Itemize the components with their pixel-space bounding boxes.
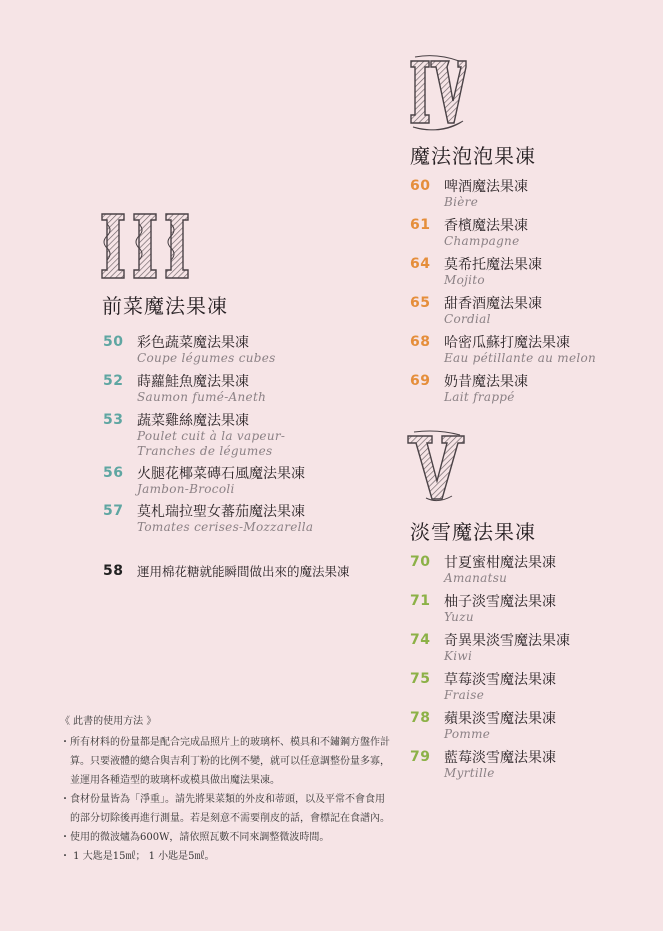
recipe-title: 藍莓淡雪魔法果凍 (444, 750, 556, 766)
page-number: 56 (103, 465, 124, 481)
recipe-subtitle: Lait frappé (444, 390, 515, 404)
recipe-title: 火腿花椰菜磚石風魔法果凍 (137, 466, 305, 482)
page-number: 69 (410, 373, 431, 389)
recipe-title: 草莓淡雪魔法果凍 (444, 672, 556, 688)
page-number: 64 (410, 256, 431, 272)
page-number: 68 (410, 334, 431, 350)
usage-note-item: ・使用的微波爐為600W，請依照瓦數不同來調整微波時間。 (60, 832, 330, 843)
recipe-subtitle: Yuzu (444, 610, 474, 624)
recipe-subtitle: Cordial (444, 312, 491, 326)
page-number: 75 (410, 671, 431, 687)
recipe-subtitle: Amanatsu (444, 571, 508, 585)
recipe-subtitle: Pomme (444, 727, 491, 741)
page-number: 58 (103, 563, 124, 579)
recipe-title: 甜香酒魔法果凍 (444, 296, 542, 312)
section-title-snow: 淡雪魔法果凍 (410, 520, 536, 544)
recipe-subtitle: Coupe légumes cubes (137, 351, 276, 365)
recipe-title: 運用棉花糖就能瞬間做出來的魔法果凍 (137, 564, 350, 579)
usage-note-item: ・ 1 大匙是15㎖； 1 小匙是5㎖。 (60, 851, 215, 862)
page-number: 50 (103, 334, 124, 350)
page-number: 70 (410, 554, 431, 570)
recipe-title: 柚子淡雪魔法果凍 (444, 594, 556, 610)
recipe-title: 彩色蔬菜魔法果凍 (137, 335, 249, 351)
usage-note-item: ・所有材料的份量都是配合完成品照片上的玻璃杯、模具和不鏽鋼方盤作計算。只要液體的總合與吉利丁粉的比例不變，就可以任意調整份量多寡，並運用各種造型的玻璃杯或模具做出魔法果凍。 (60, 737, 390, 786)
recipe-title: 香檳魔法果凍 (444, 218, 528, 234)
page-number: 52 (103, 373, 124, 389)
recipe-title: 哈密瓜蘇打魔法果凍 (444, 335, 570, 351)
recipe-subtitle: Poulet cuit à la vapeur- (137, 429, 286, 443)
recipe-subtitle: Mojito (444, 273, 485, 287)
recipe-title: 奶昔魔法果凍 (444, 374, 528, 390)
page-number: 61 (410, 217, 431, 233)
page-number: 78 (410, 710, 431, 726)
recipe-subtitle: Tomates cerises-Mozzarella (137, 520, 314, 534)
recipe-title: 奇異果淡雪魔法果凍 (444, 633, 570, 649)
recipe-subtitle: Eau pétillante au melon (444, 351, 597, 365)
page-number: 57 (103, 503, 124, 519)
recipe-subtitle: Saumon fumé-Aneth (137, 390, 267, 404)
recipe-title: 莫希托魔法果凍 (444, 257, 542, 273)
recipe-title: 莫札瑞拉聖女蕃茄魔法果凍 (137, 504, 305, 520)
usage-notes (60, 712, 390, 866)
page-number: 79 (410, 749, 431, 765)
page-number: 74 (410, 632, 431, 648)
usage-note-item: ・食材份量皆為「淨重」。請先將果菜類的外皮和蒂頭，以及平常不會食用的部分切除後再進行測量。若是刻意不需要削皮的話，會標記在食譜內。 (60, 794, 390, 824)
recipe-subtitle: Fraise (444, 688, 485, 702)
recipe-subtitle: Kiwi (444, 649, 473, 663)
page-number: 65 (410, 295, 431, 311)
page-number: 60 (410, 178, 431, 194)
recipe-subtitle-line2: Tranches de légumes (137, 444, 273, 458)
recipe-subtitle: Bière (444, 195, 479, 209)
page-number: 71 (410, 593, 431, 609)
recipe-title: 蔬菜雞絲魔法果凍 (137, 413, 249, 429)
recipe-title: 蘋果淡雪魔法果凍 (444, 711, 556, 727)
ornamental-numeral-v-icon (406, 430, 468, 506)
recipe-title: 啤酒魔法果凍 (444, 179, 528, 195)
recipe-subtitle: Champagne (444, 234, 520, 248)
ornamental-numeral-iv-icon (407, 55, 469, 137)
section-title-appetizer: 前菜魔法果凍 (102, 294, 228, 318)
section-title-bubble: 魔法泡泡果凍 (410, 144, 536, 168)
recipe-subtitle: Jambon-Brocoli (137, 482, 235, 496)
page-number: 53 (103, 412, 124, 428)
recipe-title: 蒔蘿鮭魚魔法果凍 (137, 374, 249, 390)
recipe-subtitle: Myrtille (444, 766, 495, 780)
recipe-title: 甘夏蜜柑魔法果凍 (444, 555, 556, 571)
usage-notes-heading: 《 此書的使用方法 》 (60, 716, 157, 727)
ornamental-numeral-iii-icon (98, 210, 196, 282)
